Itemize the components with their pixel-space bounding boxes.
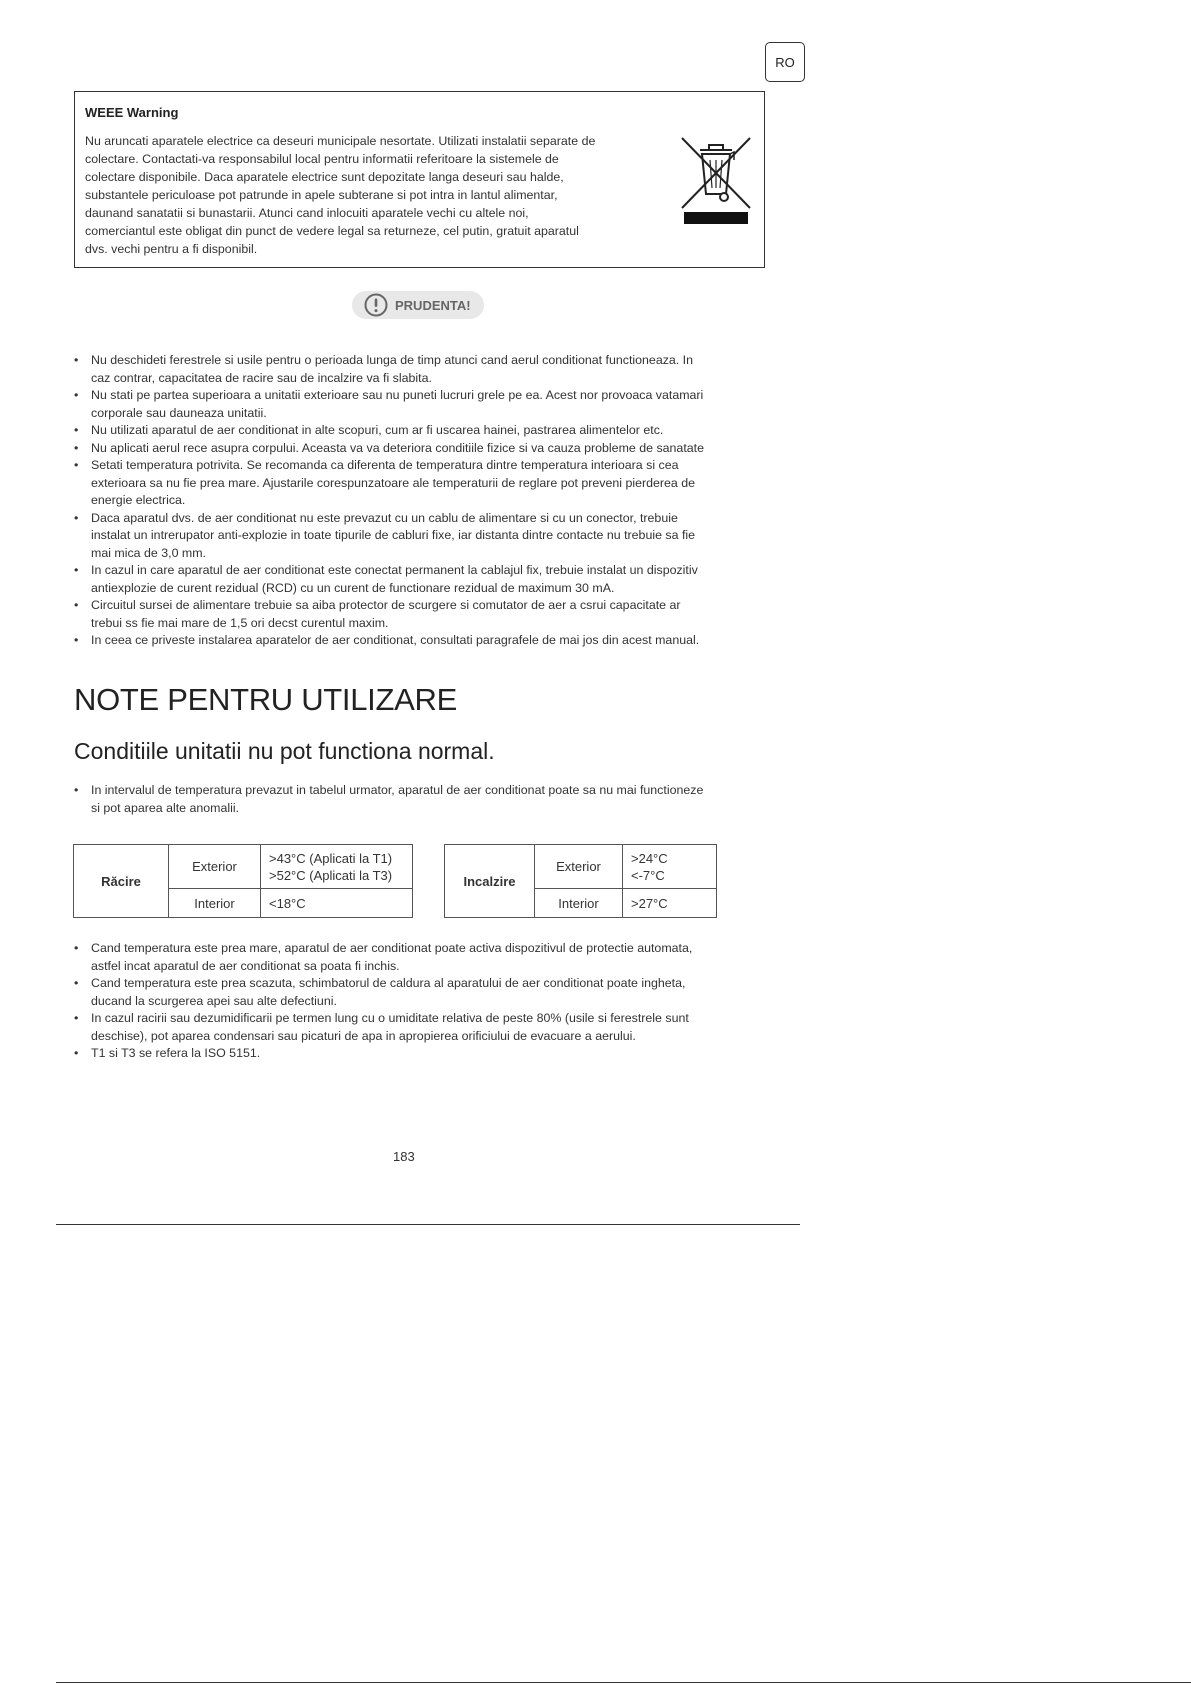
weee-text-line: comerciantul este obligat din punct de vedere legal sa returneze, cel putin, gratuit aparatul <box>85 224 579 238</box>
page-number: 183 <box>393 1149 415 1164</box>
list-item: • Nu aplicati aerul rece asupra corpului. Aceasta va va deteriora conditiile fizice si va cauza probleme de sanatate <box>74 440 774 458</box>
notes-list <box>74 940 774 1063</box>
table-location-cell: Interior <box>169 889 261 918</box>
list-item: • Daca aparatul dvs. de aer conditionat nu este prevazut cu un cablu de alimentare si cu un conector, trebuie instalat un intrerupator anti-explozie in toate tipurile de cabluri fixe, iar distanta dintre contacte nu trebuie sa fie mai mica de 3,0 mm. <box>74 510 774 563</box>
subsection-title: Conditiile unitatii nu pot functiona normal. <box>74 738 495 764</box>
weee-text-line: Nu aruncati aparatele electrice ca deseuri municipale nesortate. Utilizati instalatii separate de <box>85 134 596 148</box>
weee-text-line: dvs. vechi pentru a fi disponibil. <box>85 242 258 256</box>
weee-text-line: daunand sanatatii si bunastarii. Atunci cand inlocuiti aparatele vechi cu altele noi, <box>85 206 529 220</box>
table-location-cell: Exterior <box>169 845 261 889</box>
cooling-temperature-table <box>73 844 413 918</box>
list-item: • Nu stati pe partea superioara a unitatii exterioare sau nu puneti lucruri grele pe ea. Acest nor provoaca vatamari corporale sau dauneaza unitatii. <box>74 387 774 422</box>
weee-title: WEEE Warning <box>85 105 179 120</box>
list-item: • In ceea ce priveste instalarea aparatelor de aer conditionat, consultati paragrafele de mai jos din acest manual. <box>74 632 774 650</box>
caution-banner <box>352 291 484 319</box>
exclamation-circle-icon <box>364 293 388 317</box>
list-item: • Cand temperatura este prea mare, aparatul de aer conditionat poate activa dispozitivul de protectie automata, astfel incat aparatul de aer conditionat sa poata fi inchis. <box>74 940 774 975</box>
list-item: • Nu deschideti ferestrele si usile pentru o perioada lunga de timp atunci cand aerul conditionat functioneaza. In caz contrar, capacitatea de racire sau de incalzire va fi slabita. <box>74 352 774 387</box>
weee-warning-box <box>74 91 765 268</box>
caution-label: PRUDENTA! <box>395 297 471 313</box>
page-divider <box>56 1224 800 1225</box>
caution-list <box>74 352 774 650</box>
table-location-cell: Interior <box>535 889 623 918</box>
crossed-out-wheelie-bin-icon <box>676 132 756 224</box>
table-location-cell: Exterior <box>535 845 623 889</box>
heating-temperature-table <box>444 844 717 918</box>
weee-text-line: colectare disponibile. Daca aparatele electrice sunt depozitate langa deseuri sau halde, <box>85 170 564 184</box>
language-code: RO <box>775 54 795 70</box>
table-value-cell: <18°C <box>261 889 413 918</box>
list-item: • In intervalul de temperatura prevazut in tabelul urmator, aparatul de aer conditionat poate sa nu mai functioneze si pot aparea alte anomalii. <box>74 782 774 817</box>
table-mode-cell: Răcire <box>74 845 169 918</box>
table-value-cell: >43°C (Aplicati la T1) >52°C (Aplicati la T3) <box>261 845 413 889</box>
list-item: • Circuitul sursei de alimentare trebuie sa aiba protector de scurgere si comutator de aer a csrui capacitate ar trebui ss fie mai mare de 1,5 ori decst curentul maxim. <box>74 597 774 632</box>
list-item: • In cazul in care aparatul de aer conditionat este conectat permanent la cablajul fix, trebuie instalat un dispozitiv antiexplozie de curent rezidual (RCD) cu un curent de functionare rezidual de maximum 30 mA. <box>74 562 774 597</box>
table-value-cell: >27°C <box>623 889 717 918</box>
page-divider <box>56 1682 1191 1683</box>
table-value-cell: >24°C <-7°C <box>623 845 717 889</box>
intro-list <box>74 782 774 817</box>
language-badge <box>765 42 805 82</box>
list-item: • In cazul racirii sau dezumidificarii pe termen lung cu o umiditate relativa de peste 80% (usile si ferestrele sunt deschise), pot aparea condensari sau picaturi de apa in apropierea orificiului de evacuare a aerului. <box>74 1010 774 1045</box>
weee-text-line: substantele periculoase pot patrunde in apele subterane si pot intra in lantul alimentar, <box>85 188 558 202</box>
section-title: NOTE PENTRU UTILIZARE <box>74 682 457 717</box>
list-item: • Setati temperatura potrivita. Se recomanda ca diferenta de temperatura dintre temperatura interioara si cea exterioara sa nu fie prea mare. Ajustarile corespunzatoare ale temperaturii de reglare pot preveni pierderea de energie electrica. <box>74 457 774 510</box>
list-item: • Nu utilizati aparatul de aer conditionat in alte scopuri, cum ar fi uscarea hainei, pastrarea alimentelor etc. <box>74 422 774 440</box>
table-mode-cell: Incalzire <box>445 845 535 918</box>
weee-text-line: colectare. Contactati-va responsabilul local pentru informatii referitoare la sistemele de <box>85 152 559 166</box>
weee-text <box>85 132 725 258</box>
list-item: • T1 si T3 se refera la ISO 5151. <box>74 1045 774 1063</box>
list-item: • Cand temperatura este prea scazuta, schimbatorul de caldura al aparatului de aer conditionat poate ingheta, ducand la scurgerea apei sau alte defectiuni. <box>74 975 774 1010</box>
